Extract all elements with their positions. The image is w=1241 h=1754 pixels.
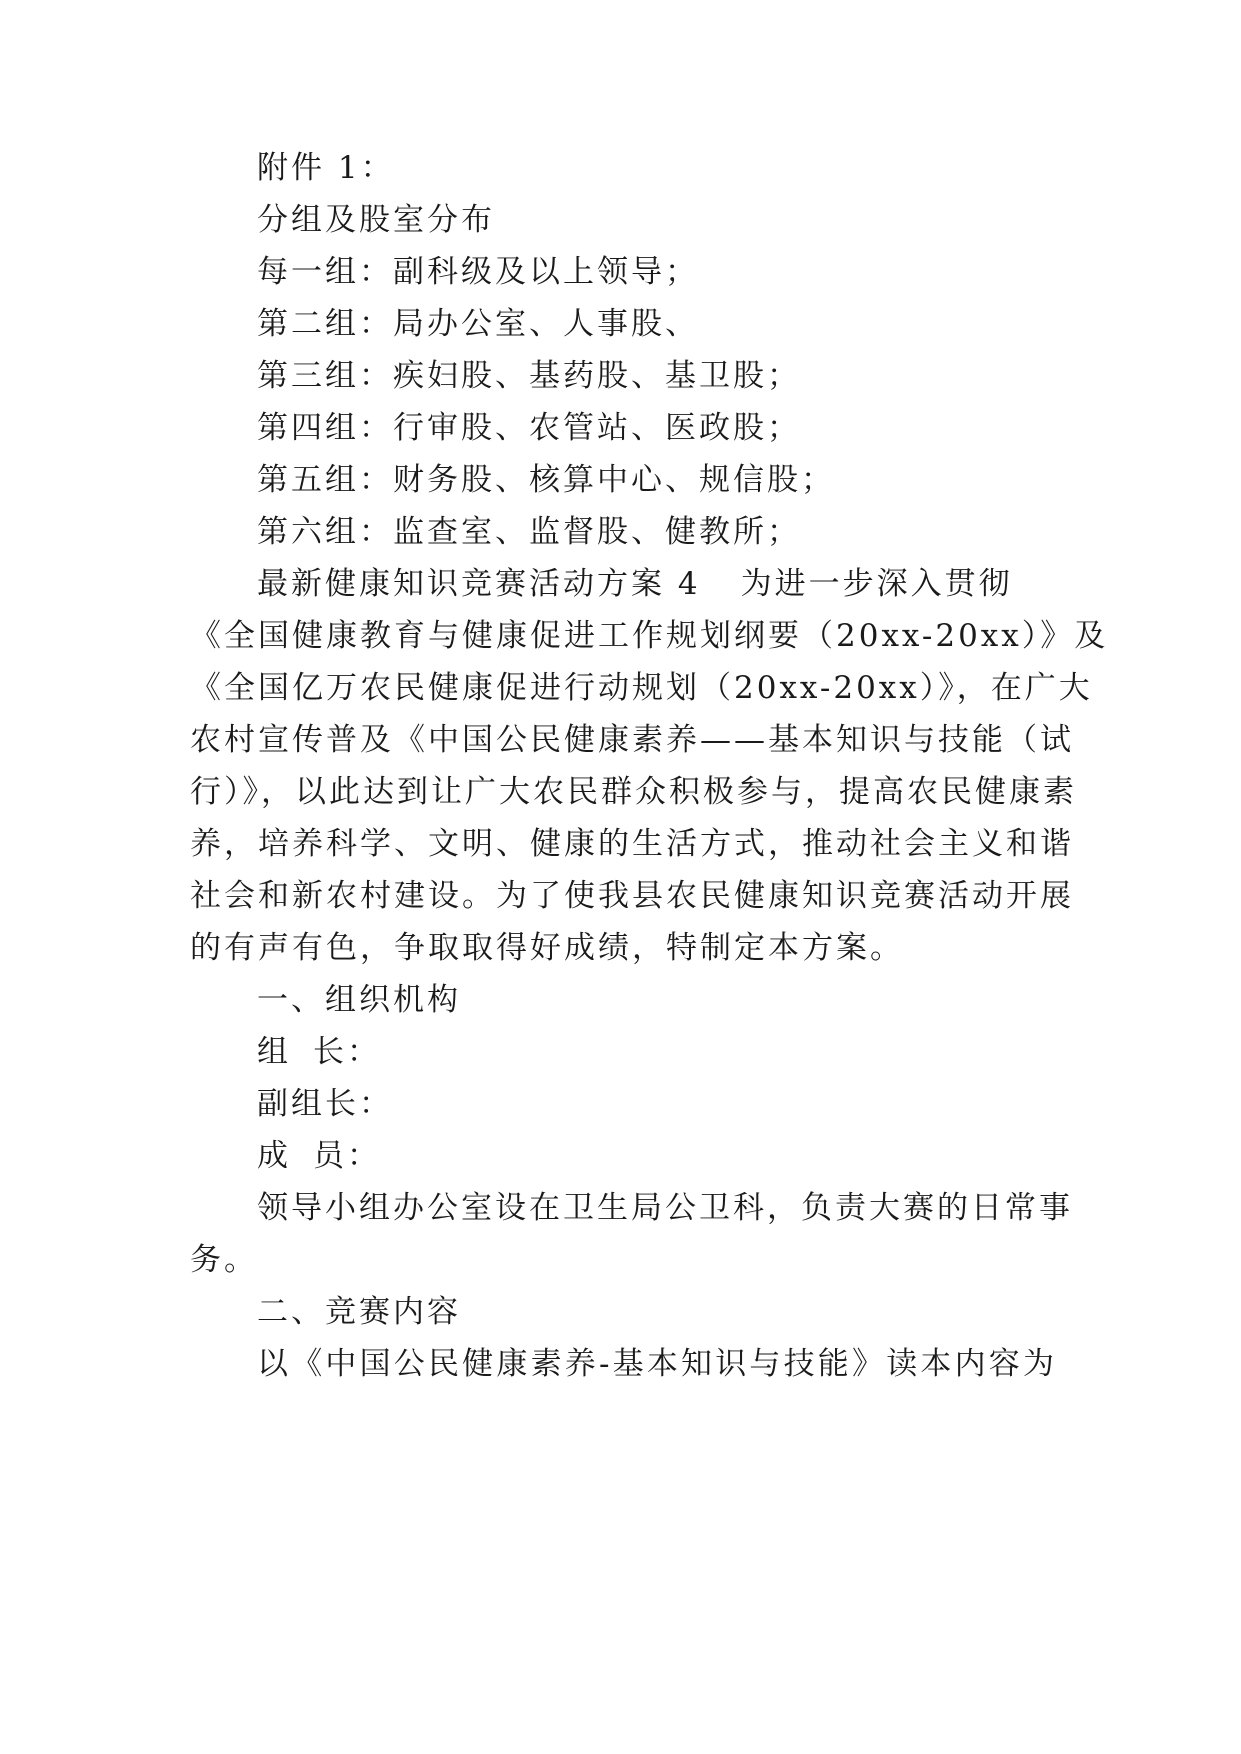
group-leader-line bbox=[257, 1032, 1057, 1072]
office-paragraph-line: 领导小组办公室设在卫生局公卫科，负责大赛的日常事 bbox=[257, 1190, 1073, 1226]
members-line bbox=[257, 1136, 1057, 1176]
section-heading-content: 二、竞赛内容 bbox=[257, 1294, 461, 1330]
group-5-line: 第五组：财务股、核算中心、规信股； bbox=[257, 462, 835, 498]
paragraph-line: 行）》，以此达到让广大农民群众积极参与，提高农民健康素 bbox=[190, 774, 1077, 810]
paragraph-start: 为进一步深入贯彻 bbox=[740, 566, 1013, 602]
plan-title-line bbox=[257, 564, 1057, 604]
group-leader-char-1: 组 bbox=[257, 1034, 291, 1070]
attachment-label: 附件 1： bbox=[257, 150, 395, 186]
group-6-line: 第六组：监查室、监督股、健教所； bbox=[257, 514, 801, 550]
members-char-2: 员： bbox=[313, 1138, 381, 1174]
paragraph-line: 养，培养科学、文明、健康的生活方式，推动社会主义和谐 bbox=[190, 826, 1074, 862]
content-paragraph-line: 以《中国公民健康素养-基本知识与技能》读本内容为 bbox=[257, 1346, 1057, 1382]
paragraph-line: 《全国亿万农民健康促进行动规划（20xx-20xx）》，在广大 bbox=[190, 670, 1093, 706]
group-leader-char-2: 长： bbox=[313, 1034, 381, 1070]
office-paragraph-end: 务。 bbox=[190, 1242, 258, 1278]
paragraph-line: 《全国健康教育与健康促进工作规划纲要（20xx-20xx）》及 bbox=[190, 618, 1109, 654]
paragraph-line: 农村宣传普及《中国公民健康素养——基本知识与技能（试 bbox=[190, 722, 1074, 758]
paragraph-line-end: 的有声有色，争取取得好成绩，特制定本方案。 bbox=[190, 930, 904, 966]
paragraph-line: 社会和新农村建设。为了使我县农民健康知识竞赛活动开展 bbox=[190, 878, 1074, 914]
section-heading-grouping: 分组及股室分布 bbox=[257, 202, 495, 238]
group-1-line: 每一组：副科级及以上领导； bbox=[257, 254, 699, 290]
members-char-1: 成 bbox=[257, 1138, 291, 1174]
section-heading-organization: 一、组织机构 bbox=[257, 982, 461, 1018]
group-4-line: 第四组：行审股、农管站、医政股； bbox=[257, 410, 801, 446]
group-3-line: 第三组：疾妇股、基药股、基卫股； bbox=[257, 358, 801, 394]
group-2-line: 第二组：局办公室、人事股、 bbox=[257, 306, 699, 342]
deputy-leader-line: 副组长： bbox=[257, 1086, 393, 1122]
plan-title: 最新健康知识竞赛活动方案 4 bbox=[257, 566, 701, 602]
